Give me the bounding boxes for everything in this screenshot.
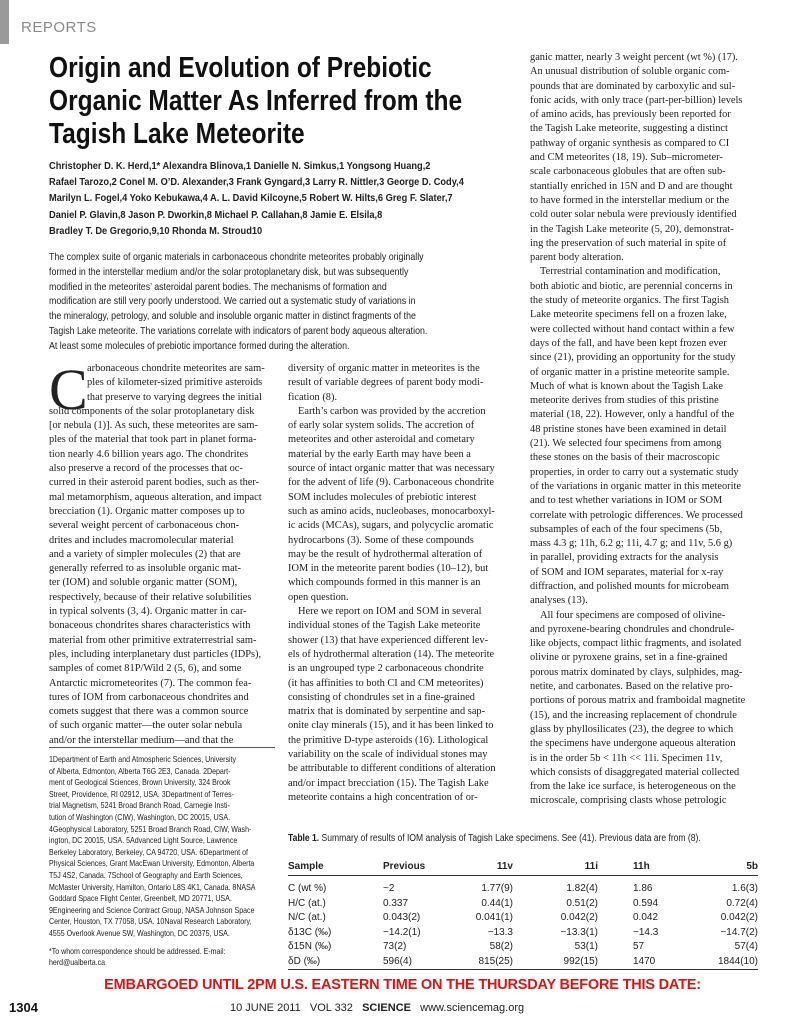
- body-line: of early solar system solids. The accretion of: [288, 420, 475, 432]
- body-line: individual stones of the Tagish Lake meteorite: [288, 620, 481, 632]
- table-cell: 992(15): [563, 955, 598, 967]
- footnote-line: 4Geophysical Laboratory, 5251 Broad Branch Road, CIW, Wash-: [49, 824, 252, 834]
- table-cell: 0.041(1): [475, 912, 513, 923]
- body-line: hydrocarbons (3). Some of these compounds: [288, 534, 474, 546]
- body-line: scale carbonaceous globules that are often sub-: [530, 166, 726, 178]
- author-line: Bradley T. De Gregorio,9,10 Rhonda M. Stroud10: [49, 225, 263, 237]
- body-line: which consists of disaggregated material collected: [530, 766, 740, 778]
- body-line: days of the fall, and have been kept frozen ever: [530, 337, 727, 349]
- body-line: in typical solvents (3, 4). Organic matter in car-: [49, 606, 247, 618]
- body-line: variability on the scale of individual stones may: [288, 749, 488, 761]
- body-line: may be the result of hydrothermal alteration of: [288, 548, 483, 560]
- body-line: of amino acids, has previously been reported for: [530, 109, 731, 121]
- body-line: [or nebula (1)]. As such, these meteorites are sam-: [49, 420, 258, 432]
- body-line: several weight percent of carbonaceous chon-: [49, 520, 240, 532]
- body-line: pounds that are dominated by carboxylic and sul-: [530, 80, 736, 92]
- body-line: which compounds formed in this manner is an: [288, 577, 481, 589]
- footnote-line: tution of Washington (CIW), Washington, DC 20015, USA.: [49, 812, 231, 822]
- body-line: ing the preservation of such material in spite of: [530, 237, 727, 249]
- body-line: of the variations in organic matter in this meteorite: [530, 480, 742, 492]
- body-line: for the advent of life (9). Carbonaceous chondrite: [288, 477, 495, 489]
- body-line: tion nearly 4.6 billion years ago. The chondrites: [49, 448, 249, 460]
- table-header-cell: 11v: [496, 861, 513, 872]
- body-line: correlate with petrologic differences. We processed: [530, 509, 743, 521]
- body-line: (it has affinities to both CI and CM meteorites): [288, 677, 484, 689]
- body-line: netite, and carbonates. Based on the relative pro-: [530, 681, 733, 693]
- table-row: [288, 927, 758, 941]
- table-row: [288, 956, 758, 970]
- body-line: these stones on the basis of their macroscopic: [530, 452, 720, 464]
- footnote-line: Physical Sciences, Grant MacEwan University, Edmonton, Alberta: [49, 859, 255, 869]
- table-header-row: [288, 861, 758, 875]
- journal-name: SCIENCE: [362, 1002, 411, 1014]
- table-cell: 1844(10): [717, 955, 758, 967]
- table-cell: −14.7(2): [720, 926, 758, 938]
- body-line: and/or impact brecciation (15). The Tagish Lake: [288, 777, 489, 789]
- footnote-divider: [49, 747, 275, 748]
- table-cell: 815(25): [478, 955, 513, 967]
- body-line: respectively, because of their relative solubilities: [49, 591, 252, 603]
- body-line: (21). We selected four specimens from among: [530, 438, 722, 450]
- table-row: [288, 912, 758, 926]
- body-line: and a variety of simpler molecules (2) that are: [49, 548, 241, 560]
- body-line: meteorites and other asteroidal and cometary: [288, 434, 475, 446]
- affiliations-footnotes: [49, 754, 256, 969]
- table-row: [288, 941, 758, 955]
- body-line: in parallel, providing extracts for the analysis: [530, 552, 719, 564]
- body-line: drites and includes macromolecular material: [49, 534, 234, 546]
- author-line: Rafael Tarozo,2 Conel M. O’D. Alexander,3 Frank Gyngard,3 Larry R. Nittler,3 George D. Cody,4: [49, 177, 464, 189]
- body-line: of organic matter in a pristine meteorite sample.: [530, 366, 730, 378]
- body-line: onite clay minerals (15), and it has been linked to: [288, 720, 494, 732]
- body-line: open question.: [288, 591, 349, 603]
- author-list: [49, 159, 517, 240]
- body-line: result of variable degrees of parent body modi-: [288, 377, 484, 389]
- body-line: bonaceous chondrites shares characteristics with: [49, 620, 251, 632]
- table-row: [288, 883, 758, 897]
- body-line: both abiotic and biotic, are perennial concerns in: [530, 280, 733, 292]
- body-line: is an ungrouped type 2 carbonaceous chondrite: [288, 663, 484, 675]
- body-line: 48 pristine stones have been examined in detail: [530, 423, 727, 435]
- table-cell: 1.77(9): [481, 883, 513, 894]
- footnote-line: Center, Houston, TX 77058, USA. 10Naval Research Laboratory,: [49, 917, 252, 927]
- body-line: material by the early Earth may have been a: [288, 448, 471, 460]
- body-line: Earth’s carbon was provided by the accretion: [298, 405, 486, 417]
- footnote-line: McMaster University, Hamilton, Ontario L8S 4K1, Canada. 8NASA: [49, 882, 256, 892]
- table-cell: 1470: [633, 955, 656, 967]
- body-line: ples of kilometer-sized primitive asteroids: [87, 377, 263, 389]
- footnote-line: trial Magnetism, 5241 Broad Branch Road, Carnegie Insti-: [49, 801, 230, 811]
- table-cell: 0.042: [633, 912, 659, 923]
- body-line: fication (8).: [288, 391, 338, 403]
- body-column-2: [288, 362, 516, 805]
- author-line: Marilyn L. Fogel,4 Yoko Kebukawa,4 A. L. David Kilcoyne,5 Robert W. Hilts,6 Greg F. Slater,7: [49, 193, 453, 205]
- body-line: (15), and the increasing replacement of chondrule: [530, 709, 737, 721]
- body-line: the Tagish Lake meteorite, suggesting a distinct: [530, 123, 728, 135]
- table-cell: −13.3(1): [560, 926, 598, 938]
- title-line: Organic Matter As Inferred from the: [49, 85, 463, 117]
- section-bar: [0, 0, 9, 44]
- section-label: REPORTS: [21, 19, 97, 36]
- body-column-1: [49, 357, 277, 748]
- title-line: Tagish Lake Meteorite: [49, 118, 305, 150]
- table-cell: 57: [633, 941, 645, 952]
- footnote-line: *To whom correspondence should be addressed. E-mail:: [49, 946, 226, 956]
- table-header-cell: Sample: [288, 861, 324, 872]
- body-line: also preserve a record of the processes that oc-: [49, 463, 243, 475]
- table-cell: 1.6(3): [731, 883, 758, 894]
- body-line: subsamples of each of the four specimens (5b,: [530, 523, 723, 535]
- abstract: [49, 251, 539, 355]
- table-header-cell: 5b: [746, 861, 758, 872]
- body-line: cold outer solar nebula were previously identified: [530, 209, 737, 221]
- table-caption: [288, 833, 738, 844]
- body-line: like objects, compact lithic fragments, and isolated: [530, 638, 742, 650]
- body-line: SOM includes molecules of prebiotic interest: [288, 491, 477, 503]
- body-line: the specimens have undergone aqueous alteration: [530, 738, 736, 750]
- table-cell: 0.44(1): [481, 897, 513, 909]
- body-line: ples, including interplanetary dust particles (IDPs),: [49, 648, 262, 660]
- abstract-line: Tagish Lake meteorite. The variations correlate with indicators of parent body aqueous alteration.: [49, 325, 428, 337]
- body-line: Terrestrial contamination and modification,: [540, 266, 721, 278]
- body-line: solid components of the solar protoplanetary disk: [49, 405, 255, 417]
- body-line: Lake meteorite specimens fell on a frozen lake,: [530, 309, 727, 321]
- table-cell: δD (‰): [288, 955, 321, 967]
- abstract-line: modified in the meteorites’ asteroidal parent bodies. The mechanisms of formation and: [49, 281, 387, 293]
- table-row: [288, 898, 758, 912]
- body-line: brecciation (1). Organic matter composes up to: [49, 505, 245, 517]
- body-line: fonic acids, with only trace (part-per-billion) levels: [530, 94, 743, 106]
- body-line: matrix that is dominated by serpentine and sap-: [288, 706, 486, 718]
- journal-website[interactable]: www.sciencemag.org: [420, 1002, 525, 1014]
- body-line: that preserve to varying degrees the initial: [87, 391, 262, 403]
- table-cell: 0.042(2): [560, 912, 598, 923]
- author-line: Daniel P. Glavin,8 Jason P. Dworkin,8 Michael P. Callahan,8 Jamie E. Elsila,8: [49, 209, 383, 221]
- table-cell: −14.3: [633, 926, 659, 938]
- abstract-line: modification are still very poorly understood. We carried out a systematic study of variations in: [49, 296, 416, 308]
- abstract-line: formed in the interstellar medium and/or the solar protoplanetary disk, but was subsequently: [49, 266, 409, 278]
- footnote-line: 9Engineering and Science Contract Group, NASA Johnson Space: [49, 905, 255, 915]
- body-line: such as amino acids, nucleobases, monocarboxyl-: [288, 505, 495, 517]
- body-line: ples of the material that took part in planet forma-: [49, 434, 257, 446]
- footnote-line: of Alberta, Edmonton, Alberta T6G 2E3, Canada. 2Depart-: [49, 766, 231, 776]
- table-header-cell: 11i: [584, 861, 598, 872]
- body-line: porous matrix dominated by clays, sulphides, mag-: [530, 666, 743, 678]
- abstract-line: At least some molecules of prebiotic importance formed during the alteration.: [49, 340, 350, 352]
- table-cell: −14.2(1): [383, 926, 421, 938]
- body-line: Much of what is known about the Tagish Lake: [530, 380, 724, 392]
- table-cell: 596(4): [383, 955, 412, 967]
- table-header-cell: 11h: [633, 861, 650, 872]
- body-line: is in the order 5b < 11h << 11i. Specimen 11v,: [530, 752, 723, 764]
- footnote-line: Street, Providence, RI 02912, USA. 3Department of Terres-: [49, 789, 234, 799]
- body-line: IOM in the meteorite parent bodies (10–12), but: [288, 563, 489, 575]
- table-header-rule: [288, 875, 758, 876]
- issue-date: 10 JUNE 2011: [230, 1002, 301, 1014]
- table-caption-text: Summary of results of IOM analysis of Tagish Lake specimens. See (41). Previous data are from (8).: [319, 833, 701, 844]
- body-line: olivine or pyroxene grains, set in a fine-grained: [530, 652, 728, 664]
- body-line: mass 4.3 g; 11h, 6.2 g; 11i, 4.7 g; and 11v, 5.6 g): [530, 538, 733, 550]
- table-cell: 73(2): [383, 941, 407, 952]
- body-line: the primitive D-type asteroids (16). Lithological: [288, 734, 489, 746]
- table-cell: 57(4): [734, 941, 758, 952]
- body-line: since (21), providing an opportunity for the study: [530, 352, 736, 364]
- body-line: All four specimens are composed of olivine-: [540, 609, 726, 621]
- footnote-line: 4555 Overlook Avenue SW, Washington, DC 20375, USA.: [49, 928, 230, 938]
- body-line: pathway of organic synthesis as compared to CI: [530, 137, 730, 149]
- body-line: meteorite derives from studies of this pristine: [530, 395, 719, 407]
- footnote-line: 1Department of Earth and Atmospheric Sciences, University: [49, 755, 237, 764]
- body-line: consisting of chondrules set in a fine-grained: [288, 691, 475, 703]
- body-line: tures of IOM from carbonaceous chondrites and: [49, 691, 249, 703]
- body-line: from the lake ice surface, is heterogeneous on the: [530, 781, 736, 793]
- body-line: portions of porous matrix and framboidal magnetite: [530, 695, 746, 707]
- table-cell: δ15N (‰): [288, 941, 332, 952]
- body-line: generally referred to as insoluble organic mat-: [49, 563, 241, 575]
- body-column-3: [530, 51, 758, 809]
- page-number: 1304: [9, 1000, 38, 1015]
- body-line: the study of meteorite organics. The first Tagish: [530, 295, 729, 307]
- body-line: microscale, comprising clasts whose petrologic: [530, 795, 727, 807]
- footnote-line: T5J 4S2, Canada. 7School of Geography and Earth Sciences,: [49, 870, 243, 880]
- body-line: material from other primitive extraterrestrial sam-: [49, 634, 257, 646]
- issue-volume: VOL 332: [309, 1002, 353, 1014]
- table-cell: 0.594: [633, 897, 659, 909]
- body-line: arbonaceous chondrite meteorites are sam-: [87, 363, 265, 374]
- body-line: diversity of organic matter in meteorites is the: [288, 363, 480, 374]
- body-line: to have formed in the interstellar medium or the: [530, 194, 730, 206]
- footnote-line: Berkeley Laboratory, Berkeley, CA 94720, USA. 6Department of: [49, 847, 248, 857]
- table-cell: 53(1): [574, 941, 598, 952]
- section-tag: [0, 0, 100, 44]
- body-line: and to test whether variations in IOM or SOM: [530, 495, 723, 507]
- body-line: meteorite contains a high concentration of or-: [288, 791, 478, 803]
- table-cell: H/C (at.): [288, 897, 326, 909]
- body-line: Here we report on IOM and SOM in several: [298, 606, 482, 618]
- body-line: material (18, 22). However, only a handful of the: [530, 409, 735, 421]
- body-line: ic acids (MCAs), sugars, and polycyclic aromatic: [288, 520, 494, 532]
- body-line: were collected without hand contact within a few: [530, 323, 735, 335]
- table-cell: 58(2): [489, 941, 513, 952]
- body-line: mal metamorphism, aqueous alteration, and impact: [49, 491, 262, 503]
- table-cell: −13.3: [487, 926, 513, 938]
- body-line: analyses (13).: [530, 595, 588, 607]
- body-line: Antarctic micrometeorites (7). The common fea-: [49, 677, 252, 689]
- table-cell: δ13C (‰): [288, 926, 332, 938]
- abstract-line: the mineralogy, petrology, and soluble and insoluble organic matter in distinct fragments of the: [49, 311, 416, 323]
- table-header-cell: Previous: [383, 861, 426, 872]
- table-cell: 0.337: [383, 897, 409, 909]
- body-line: stantially enriched in 15N and D and are thought: [530, 180, 733, 192]
- body-line: properties, in order to carry out a systematic study: [530, 466, 739, 478]
- table-cell: 0.042(2): [720, 912, 758, 923]
- footnote-line: Goddard Space Flight Center, Greenbelt, MD 20771, USA.: [49, 894, 232, 904]
- body-line: An unusual distribution of soluble organic com-: [530, 66, 730, 78]
- embargo-notice: EMBARGOED UNTIL 2PM U.S. EASTERN TIME ON THE THURSDAY BEFORE THIS DATE:: [104, 977, 701, 993]
- body-line: of SOM and IOM separates, material for x-ray: [530, 566, 724, 578]
- table-cell: 0.043(2): [383, 912, 421, 923]
- body-line: comets suggest that there was a common source: [49, 706, 249, 718]
- body-line: ganic matter, nearly 3 weight percent (wt %) (17).: [530, 52, 738, 63]
- table-cell: N/C (at.): [288, 912, 326, 923]
- body-line: parent body alteration.: [530, 252, 624, 264]
- table-cell: 0.51(2): [566, 897, 598, 909]
- body-line: els of hydrothermal alteration (14). The meteorite: [288, 648, 495, 660]
- footnote-line: ington, DC 20015, USA. 5Advanced Light Source, Lawrence: [49, 836, 238, 846]
- body-line: glass by phyllosilicates (23), the degree to which: [530, 723, 734, 735]
- body-line: source of intact organic matter that was necessary: [288, 463, 495, 475]
- title-line: Origin and Evolution of Prebiotic: [49, 52, 432, 84]
- table-caption-label: Table 1.: [288, 833, 320, 844]
- drop-cap: C: [49, 357, 88, 422]
- body-line: be attributable to different conditions of alteration: [288, 763, 496, 775]
- body-line: and/or the interstellar medium—and that the: [49, 734, 234, 746]
- body-line: of such organic matter—the outer solar nebula: [49, 720, 243, 732]
- body-line: and pyroxene-bearing chondrules and chondrule-: [530, 623, 735, 635]
- table-cell: 0.72(4): [726, 897, 758, 909]
- article-title: [49, 52, 463, 151]
- body-line: samples of comet 81P/Wild 2 (5, 6), and some: [49, 663, 242, 675]
- body-line: curred in their asteroid parent bodies, such as ther-: [49, 477, 260, 489]
- table-cell: 1.82(4): [566, 883, 598, 894]
- body-line: diffraction, and polished mounts for microbeam: [530, 580, 729, 592]
- body-line: and CM meteorites (18, 19). Sub–micrometer-: [530, 152, 723, 164]
- table-cell: ~2: [383, 883, 395, 894]
- table-cell: 1.86: [633, 883, 653, 894]
- footnote-line: herd@ualberta.ca: [49, 958, 106, 968]
- body-line: in the Tagish Lake meteorite (5, 20), demonstrat-: [530, 223, 734, 235]
- body-line: shower (13) that have experienced different lev-: [288, 634, 489, 646]
- abstract-line: The complex suite of organic materials in carbonaceous chondrite meteorites probably originally: [49, 252, 424, 263]
- author-line: Christopher D. K. Herd,1* Alexandra Blinova,1 Danielle N. Simkus,1 Yongsong Huang,2: [49, 161, 431, 172]
- table-cell: C (wt %): [288, 883, 327, 894]
- body-line: ter (IOM) and soluble organic matter (SOM),: [49, 577, 238, 589]
- footnote-line: ment of Geological Sciences, Brown University, 324 Brook: [49, 778, 231, 788]
- issue-info: [230, 1002, 524, 1014]
- page-footer: [0, 997, 805, 1019]
